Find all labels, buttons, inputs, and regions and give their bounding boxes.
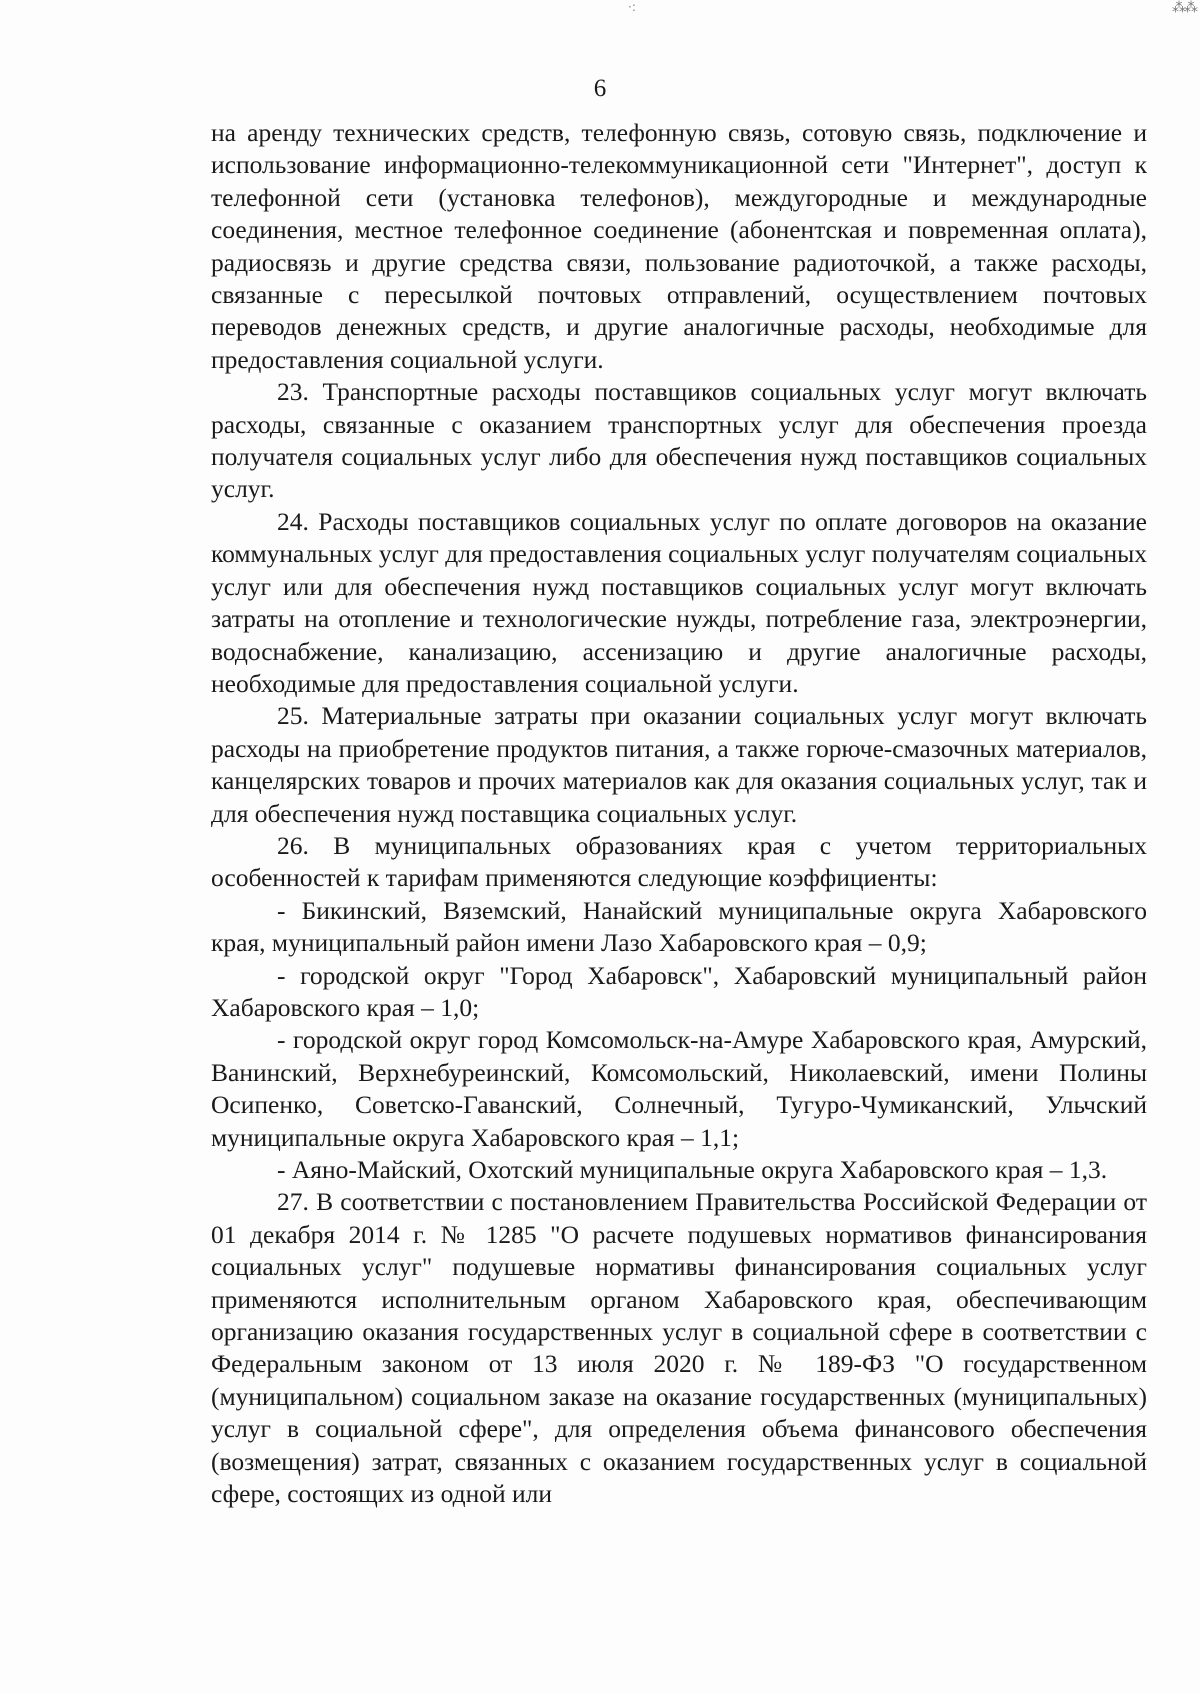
- paragraph-25: 25. Материальные затраты при оказании социальных услуг могут включать расходы на приобретение продуктов питания, а также горюче-смазочных материалов, канцелярских товаров и прочих материалов как для оказания социальных услуг, так и для обеспечения нужд поставщика социальных услуг.: [211, 701, 1147, 828]
- page-number: 6: [593, 75, 607, 102]
- coefficient-item-1-3: - Аяно-Майский, Охотский муниципальные округа Хабаровского края – 1,3.: [277, 1155, 1108, 1184]
- coefficient-item-1-1: - городской округ город Комсомольск-на-Амуре Хабаровского края, Амурский, Ванинский, Верхнебуреинский, Комсомольский, Николаевский, имени Полины Осипенко, Советско-Гаванский, Солнечный, Тугуро-Чумиканский, Ульчский муниципальные округа Хабаровского края – 1,1;: [211, 1025, 1147, 1152]
- document-body: [211, 117, 1147, 1510]
- paragraph-26: 26. В муниципальных образованиях края с учетом территориальных особенностей к тарифам применяются следующие коэффициенты:: [211, 830, 1147, 893]
- paragraph-27: 27. В соответствии с постановлением Правительства Российской Федерации от 01 декабря 2014 г. № 1285 "О расчете подушевых нормативов финансирования социальных услуг" подушевые нормативы финансирования социальных услуг применяются исполнительным органом Хабаровского края, обеспечивающим организацию оказания государственных услуг в социальной сфере в соответствии с Федеральным законом от 13 июля 2020 г. № 189-ФЗ "О государственном (муниципальном) социальном заказе на оказание государственных (муниципальных) услуг в социальной сфере", для определения объема финансового обеспечения (возмещения) затрат, связанных с оказанием государственных услуг в социальной сфере, состоящих из одной или: [211, 1187, 1147, 1509]
- paragraph-continuation: на аренду технических средств, телефонную связь, сотовую связь, подключение и использование информационно-телекоммуникационной сети "Интернет", доступ к телефонной сети (установка телефонов), междугородные и международные соединения, местное телефонное соединение (абонентская и повременная оплата), радиосвязь и другие средства связи, пользование радиоточкой, а также расходы, связанные с пересылкой почтовых отправлений, осуществлением почтовых переводов денежных средств, и другие аналогичные расходы, необходимые для предоставления социальной услуги.: [211, 118, 1147, 374]
- coefficient-item-1-0: - городской округ "Город Хабаровск", Хабаровский муниципальный район Хабаровского края – 1,0;: [211, 960, 1147, 1022]
- scan-artifact-top: ·:: [628, 0, 636, 14]
- coefficient-item-0-9: - Бикинский, Вяземский, Нанайский муниципальные округа Хабаровского края, муниципальный район имени Лазо Хабаровского края – 0,9;: [211, 895, 1147, 958]
- scan-artifact-corner: ⁂⁂: [1172, 0, 1196, 16]
- paragraph-23: 23. Транспортные расходы поставщиков социальных услуг могут включать расходы, связанные с оказанием транспортных услуг для обеспечения проезда получателя социальных услуг либо для обеспечения нужд поставщиков социальных услуг.: [211, 377, 1147, 504]
- paragraph-24: 24. Расходы поставщиков социальных услуг по оплате договоров на оказание коммунальных услуг для предоставления социальных услуг получателям социальных услуг или для обеспечения нужд поставщиков социальных услуг могут включать затраты на отопление и технологические нужды, потребление газа, электроэнергии, водоснабжение, канализацию, ассенизацию и другие аналогичные расходы, необходимые для предоставления социальной услуги.: [211, 506, 1147, 698]
